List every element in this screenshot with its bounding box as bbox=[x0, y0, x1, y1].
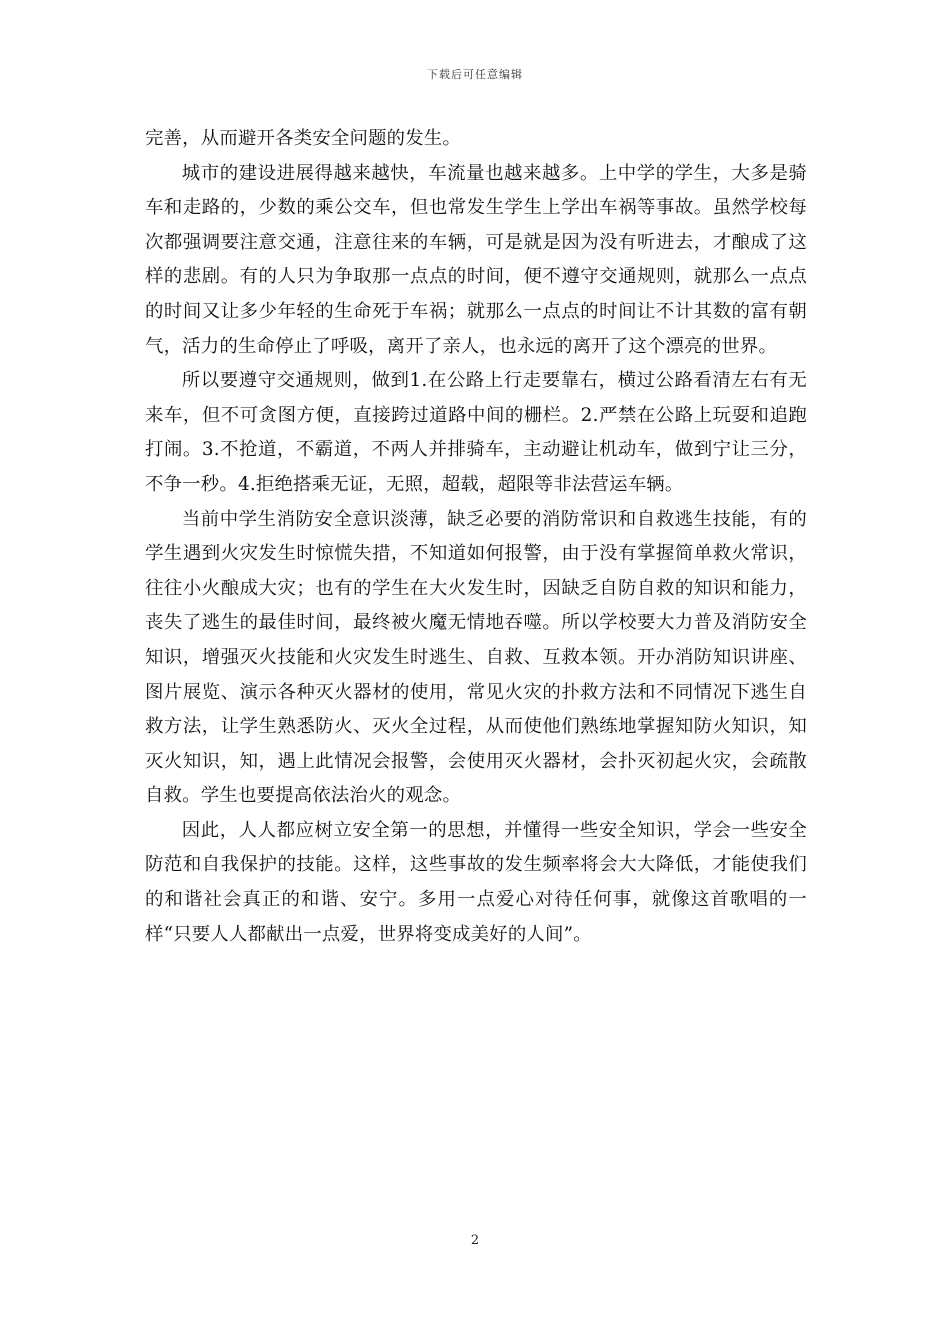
page-number: 2 bbox=[470, 1233, 480, 1248]
paragraph-5: 因此，人人都应树立安全第一的思想，并懂得一些安全知识，学会一些安全防范和自我保护的技能。这样，这些事故的发生频率将会大大降低，才能使我们的和谐社会真正的和谐、安宁。多用一点爱心对待任何事，就像这首歌唱的一样“只要人人都献出一点爱，世界将变成美好的人间”。 bbox=[145, 819, 807, 945]
header-note: 下载后可任意编辑 bbox=[427, 68, 523, 81]
paragraph-2: 城市的建设进展得越来越快，车流量也越来越多。上中学的学生，大多是骑车和走路的，少数的乘公交车，但也常发生学生上学出车祸等事故。虽然学校每次都强调要注意交通，注意往来的车辆，可是就是因为没有听进去，才酿成了这样的悲剧。有的人只为争取那一点点的时间，便不遵守交通规则，就那么一点点的时间又让多少年轻的生命死于车祸；就那么一点点的时间让不计其数的富有朝气，活力的生命停止了呼吸，离开了亲人，也永远的离开了这个漂亮的世界。 bbox=[145, 162, 807, 357]
document-body bbox=[145, 122, 807, 952]
paragraph-3: 所以要遵守交通规则，做到1.在公路上行走要靠右，横过公路看清左右有无来车，但不可贪图方便，直接跨过道路中间的栅栏。2.严禁在公路上玩耍和追跑打闹。3.不抢道，不霸道，不两人并排骑车，主动避让机动车，做到宁让三分，不争一秒。4.拒绝搭乘无证，无照，超载，超限等非法营运车辆。 bbox=[145, 370, 807, 495]
paragraph-1: 完善，从而避开各类安全问题的发生。 bbox=[145, 128, 462, 149]
paragraph-4: 当前中学生消防安全意识淡薄，缺乏必要的消防常识和自救逃生技能，有的学生遇到火灾发生时惊慌失措，不知道如何报警，由于没有掌握简单救火常识，往往小火酿成大灾；也有的学生在大火发生时，因缺乏自防自救的知识和能力，丧失了逃生的最佳时间，最终被火魔无情地吞噬。所以学校要大力普及消防安全知识，增强灭火技能和火灾发生时逃生、自救、互救本领。开办消防知识讲座、图片展览、演示各种灭火器材的使用，常见火灾的扑救方法和不同情况下逃生自救方法，让学生熟悉防火、灭火全过程，从而使他们熟练地掌握知防火知识，知灭火知识，知，遇上此情况会报警，会使用灭火器材，会扑灭初起火灾，会疏散自救。学生也要提高依法治火的观念。 bbox=[145, 508, 807, 807]
